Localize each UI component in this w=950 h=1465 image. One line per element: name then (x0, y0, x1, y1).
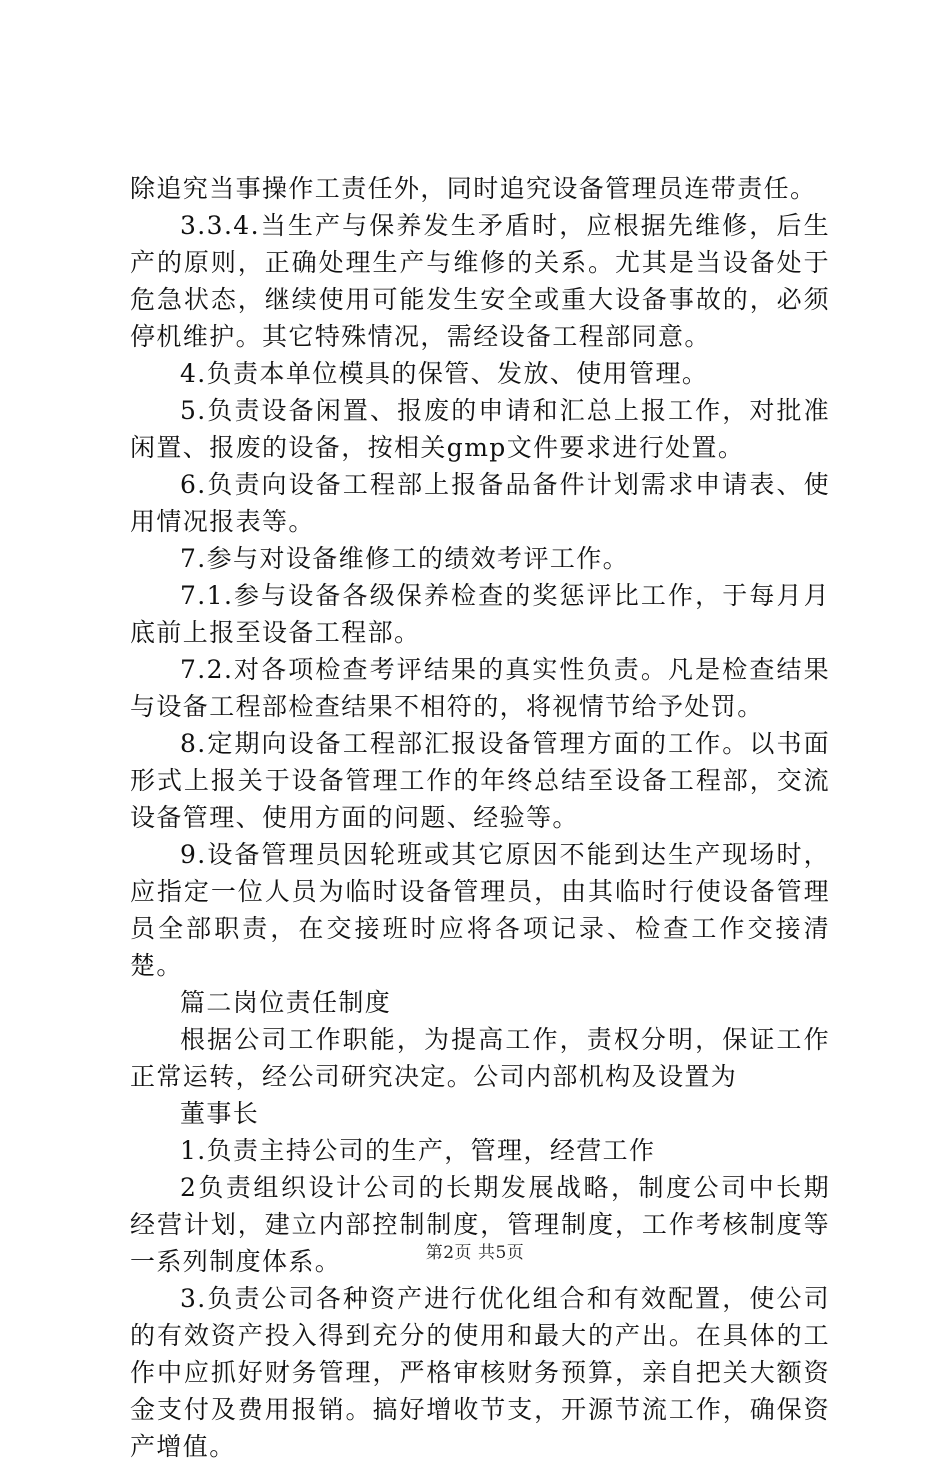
duty-3: 3.负责公司各种资产进行优化组合和有效配置，使公司的有效资产投入得到充分的使用和最大的产出。在具体的工作中应抓好财务管理，严格审核财务预算，亲自把关大额资金支付及费用报销。搞好增收节支，开源节流工作，确保资产增值。 (130, 1284, 830, 1461)
paragraph-7-1: 7.1.参与设备各级保养检查的奖惩评比工作，于每月月底前上报至设备工程部。 (130, 581, 830, 647)
role-heading: 董事长 (180, 1099, 260, 1128)
paragraph-continuation: 除追究当事操作工责任外，同时追究设备管理员连带责任。 (130, 174, 817, 203)
paragraph-8: 8.定期向设备工程部汇报设备管理方面的工作。以书面形式上报关于设备管理工作的年终总结至设备工程部，交流设备管理、使用方面的问题、经验等。 (130, 729, 830, 832)
paragraph-5: 5.负责设备闲置、报废的申请和汇总上报工作，对批准闲置、报废的设备，按相关gmp文件要求进行处置。 (130, 396, 830, 462)
paragraph-9: 9.设备管理员因轮班或其它原因不能到达生产现场时，应指定一位人员为临时设备管理员，由其临时行使设备管理员全部职责，在交接班时应将各项记录、检查工作交接清楚。 (130, 840, 830, 980)
paragraph-6: 6.负责向设备工程部上报备品备件计划需求申请表、使用情况报表等。 (130, 470, 830, 536)
duty-1: 1.负责主持公司的生产，管理，经营工作 (180, 1136, 656, 1165)
paragraph-3-3-4: 3.3.4.当生产与保养发生矛盾时，应根据先维修，后生产的原则，正确处理生产与维修的关系。尤其是当设备处于危急状态，继续使用可能发生安全或重大设备事故的，必须停机维护。其它特殊情况，需经设备工程部同意。 (130, 211, 830, 351)
paragraph-7: 7.参与对设备维修工的绩效考评工作。 (180, 544, 630, 573)
duty-2: 2负责组织设计公司的长期发展战略，制度公司中长期经营计划，建立内部控制制度，管理制度，工作考核制度等一系列制度体系。 (130, 1173, 830, 1276)
document-body (130, 170, 830, 1465)
page-footer: 第2页 共5页 (425, 1243, 525, 1263)
paragraph-4: 4.负责本单位模具的保管、发放、使用管理。 (180, 359, 709, 388)
paragraph-intro: 根据公司工作职能，为提高工作，责权分明，保证工作正常运转，经公司研究决定。公司内部机构及设置为 (130, 1025, 830, 1091)
paragraph-7-2: 7.2.对各项检查考评结果的真实性负责。凡是检查结果与设备工程部检查结果不相符的，将视情节给予处罚。 (130, 655, 830, 721)
section-heading: 篇二岗位责任制度 (180, 988, 392, 1017)
